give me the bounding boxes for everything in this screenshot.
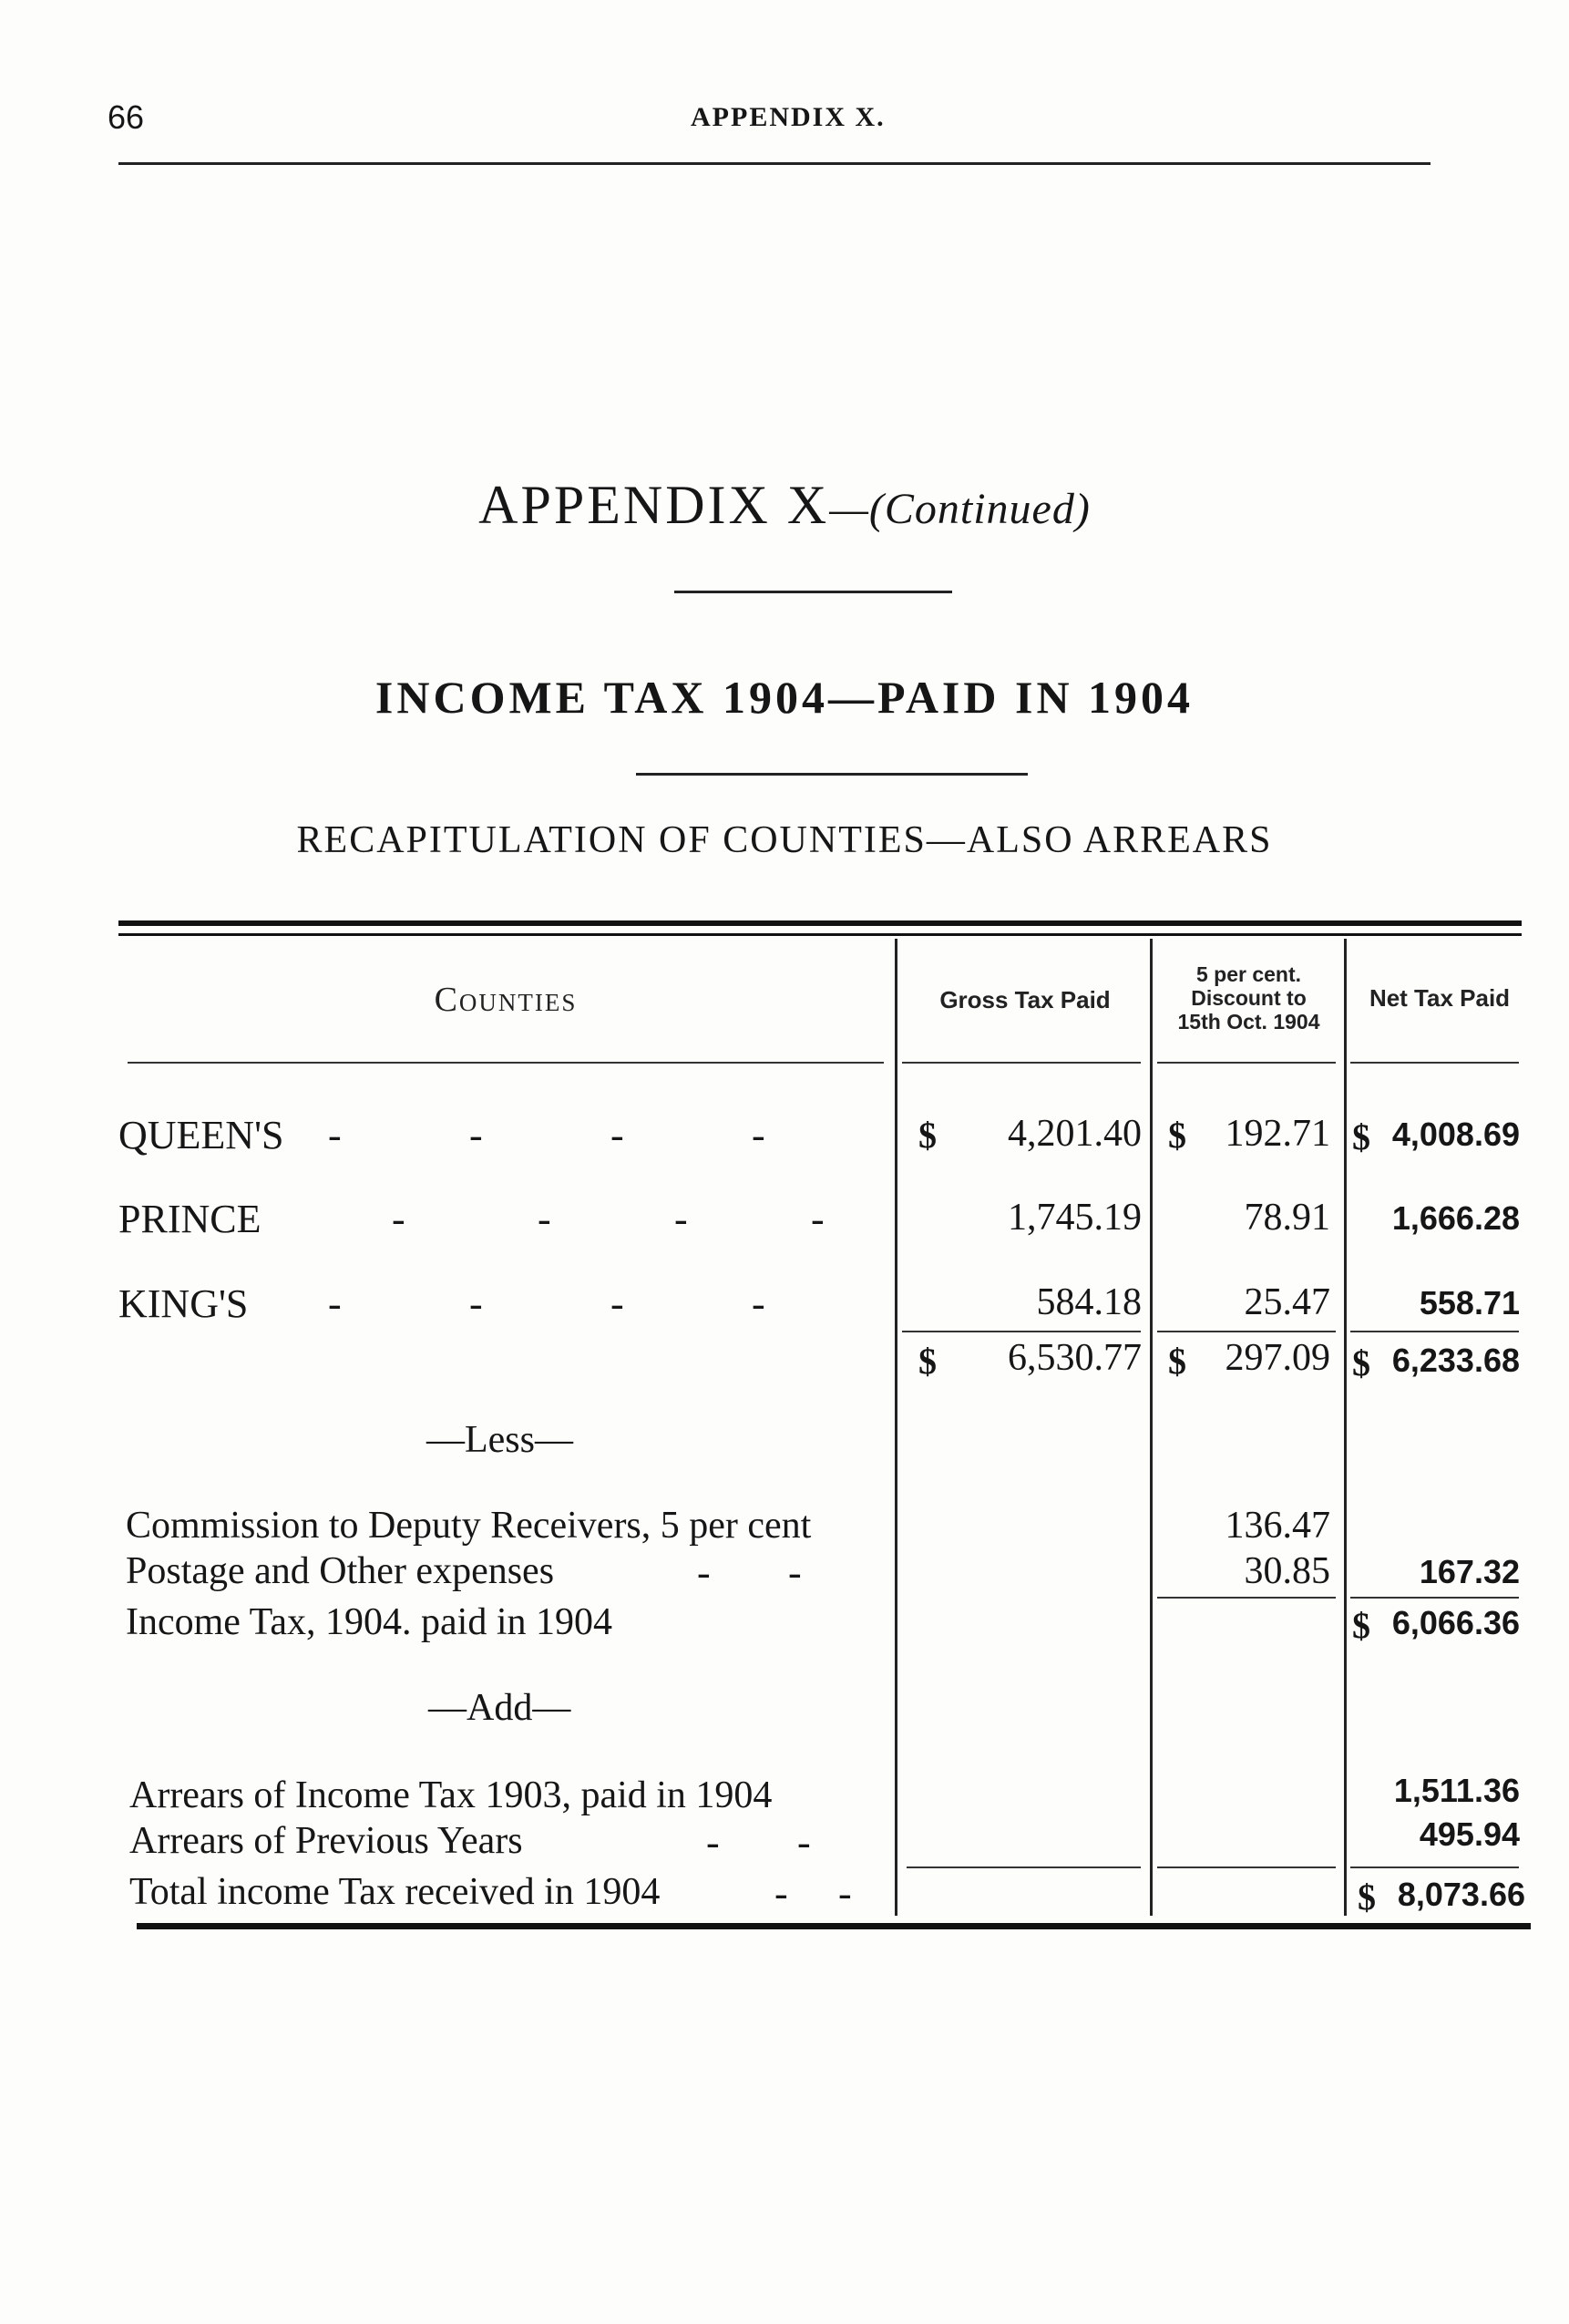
currency-sign: $ [1352,1116,1370,1157]
county-queens: QUEEN'S [118,1113,284,1157]
header-rule-net [1350,1062,1519,1064]
leader-dash: - [674,1197,688,1241]
leader-dash: - [392,1197,405,1241]
less-rule-discount [1157,1597,1336,1599]
title-rule [674,591,952,593]
leader-dash: - [328,1113,342,1157]
recap-title: RECAPITULATION OF COUNTIES—ALSO ARREARS [296,819,1273,861]
gross-kings: 584.18 [1036,1281,1142,1323]
currency-sign: $ [1352,1605,1370,1646]
table-top-rule [118,920,1522,926]
running-head [108,98,1429,153]
county-kings: KING'S [118,1281,249,1326]
leader-dash: - [706,1820,720,1865]
postage-label: Postage and Other expenses [126,1550,555,1592]
currency-sign: $ [918,1115,937,1156]
column-divider-gross [895,939,897,1916]
income-tax-value: 6,066.36 [1391,1604,1520,1641]
running-title: APPENDIX X. [691,102,886,132]
net-kings: 558.71 [1419,1284,1520,1321]
subtitle-rule [636,773,1028,776]
leader-dash: - [469,1281,483,1326]
page-title [0,474,1569,537]
net-queens: 4,008.69 [1391,1116,1520,1153]
arrears-1903-value: 1,511.36 [1393,1772,1520,1809]
table-top-rule-thin [118,933,1522,936]
header-rule-counties [128,1062,884,1064]
title-continued: —(Continued) [829,485,1091,533]
leader-dash: - [538,1197,551,1241]
subtotal-rule-discount [1157,1331,1336,1332]
currency-sign: $ [1352,1342,1370,1383]
leader-dash: - [788,1550,802,1595]
header-rule-discount [1157,1062,1336,1064]
total-received-label: Total income Tax received in 1904 [129,1871,661,1913]
discount-header-line-1: 5 per cent. [1195,962,1302,986]
total-discount: 297.09 [1225,1337,1330,1379]
leader-dash: - [697,1550,711,1595]
currency-sign: $ [1168,1115,1186,1156]
total-gross: 6,530.77 [1008,1337,1142,1379]
page-number: 66 [108,98,145,136]
table-bottom-rule [137,1923,1531,1929]
total-received-value: 8,073.66 [1397,1876,1525,1913]
arrears-1903-label: Arrears of Income Tax 1903, paid in 1904 [129,1774,773,1816]
currency-sign: $ [1358,1877,1376,1918]
discount-header-line-2: Discount to [1191,986,1307,1010]
income-tax-label: Income Tax, 1904. paid in 1904 [126,1601,613,1643]
leader-dash: - [774,1871,788,1916]
arrears-previous-label: Arrears of Previous Years [129,1820,523,1862]
less-total: 167.32 [1419,1553,1520,1590]
final-rule-discount [1157,1866,1336,1868]
less-rule-net [1350,1597,1519,1599]
currency-sign: $ [1168,1341,1186,1382]
leader-dash: - [797,1820,811,1865]
column-header-discount [1155,962,1342,1033]
leader-dash: - [469,1113,483,1157]
discount-queens: 192.71 [1225,1113,1330,1155]
column-header-gross: Gross Tax Paid [939,986,1111,1013]
header-rule-gross [902,1062,1141,1064]
leader-dash: - [838,1871,852,1916]
leader-dash: - [328,1281,342,1326]
discount-prince: 78.91 [1244,1197,1330,1239]
gross-queens: 4,201.40 [1008,1113,1142,1155]
head-rule [118,162,1431,165]
leader-dash: - [752,1113,765,1157]
title-main: APPENDIX X [478,475,830,535]
total-net: 6,233.68 [1391,1342,1520,1379]
leader-dash: - [610,1113,624,1157]
column-header-counties: Counties [434,981,578,1019]
commission-value: 136.47 [1225,1505,1330,1547]
discount-kings: 25.47 [1244,1281,1330,1323]
leader-dash: - [752,1281,765,1326]
currency-sign: $ [918,1341,937,1382]
arrears-previous-value: 495.94 [1419,1815,1520,1853]
final-rule-gross [907,1866,1141,1868]
postage-value: 30.85 [1244,1550,1330,1592]
final-rule-net [1350,1866,1519,1868]
gross-prince: 1,745.19 [1008,1197,1142,1239]
subtotal-rule-net [1350,1331,1519,1332]
commission-label: Commission to Deputy Receivers, 5 per cent [126,1505,812,1547]
county-prince: PRINCE [118,1197,262,1241]
add-heading: —Add— [428,1687,571,1729]
column-header-net: Net Tax Paid [1369,984,1511,1012]
column-divider-net [1344,939,1347,1916]
subtitle: INCOME TAX 1904—PAID IN 1904 [374,672,1195,723]
net-prince: 1,666.28 [1391,1199,1520,1237]
leader-dash: - [610,1281,624,1326]
discount-header-line-3: 15th Oct. 1904 [1177,1010,1320,1033]
column-divider-discount [1150,939,1153,1916]
leader-dash: - [811,1197,825,1241]
less-heading: —Less— [426,1419,573,1461]
subtotal-rule-gross [902,1331,1141,1332]
